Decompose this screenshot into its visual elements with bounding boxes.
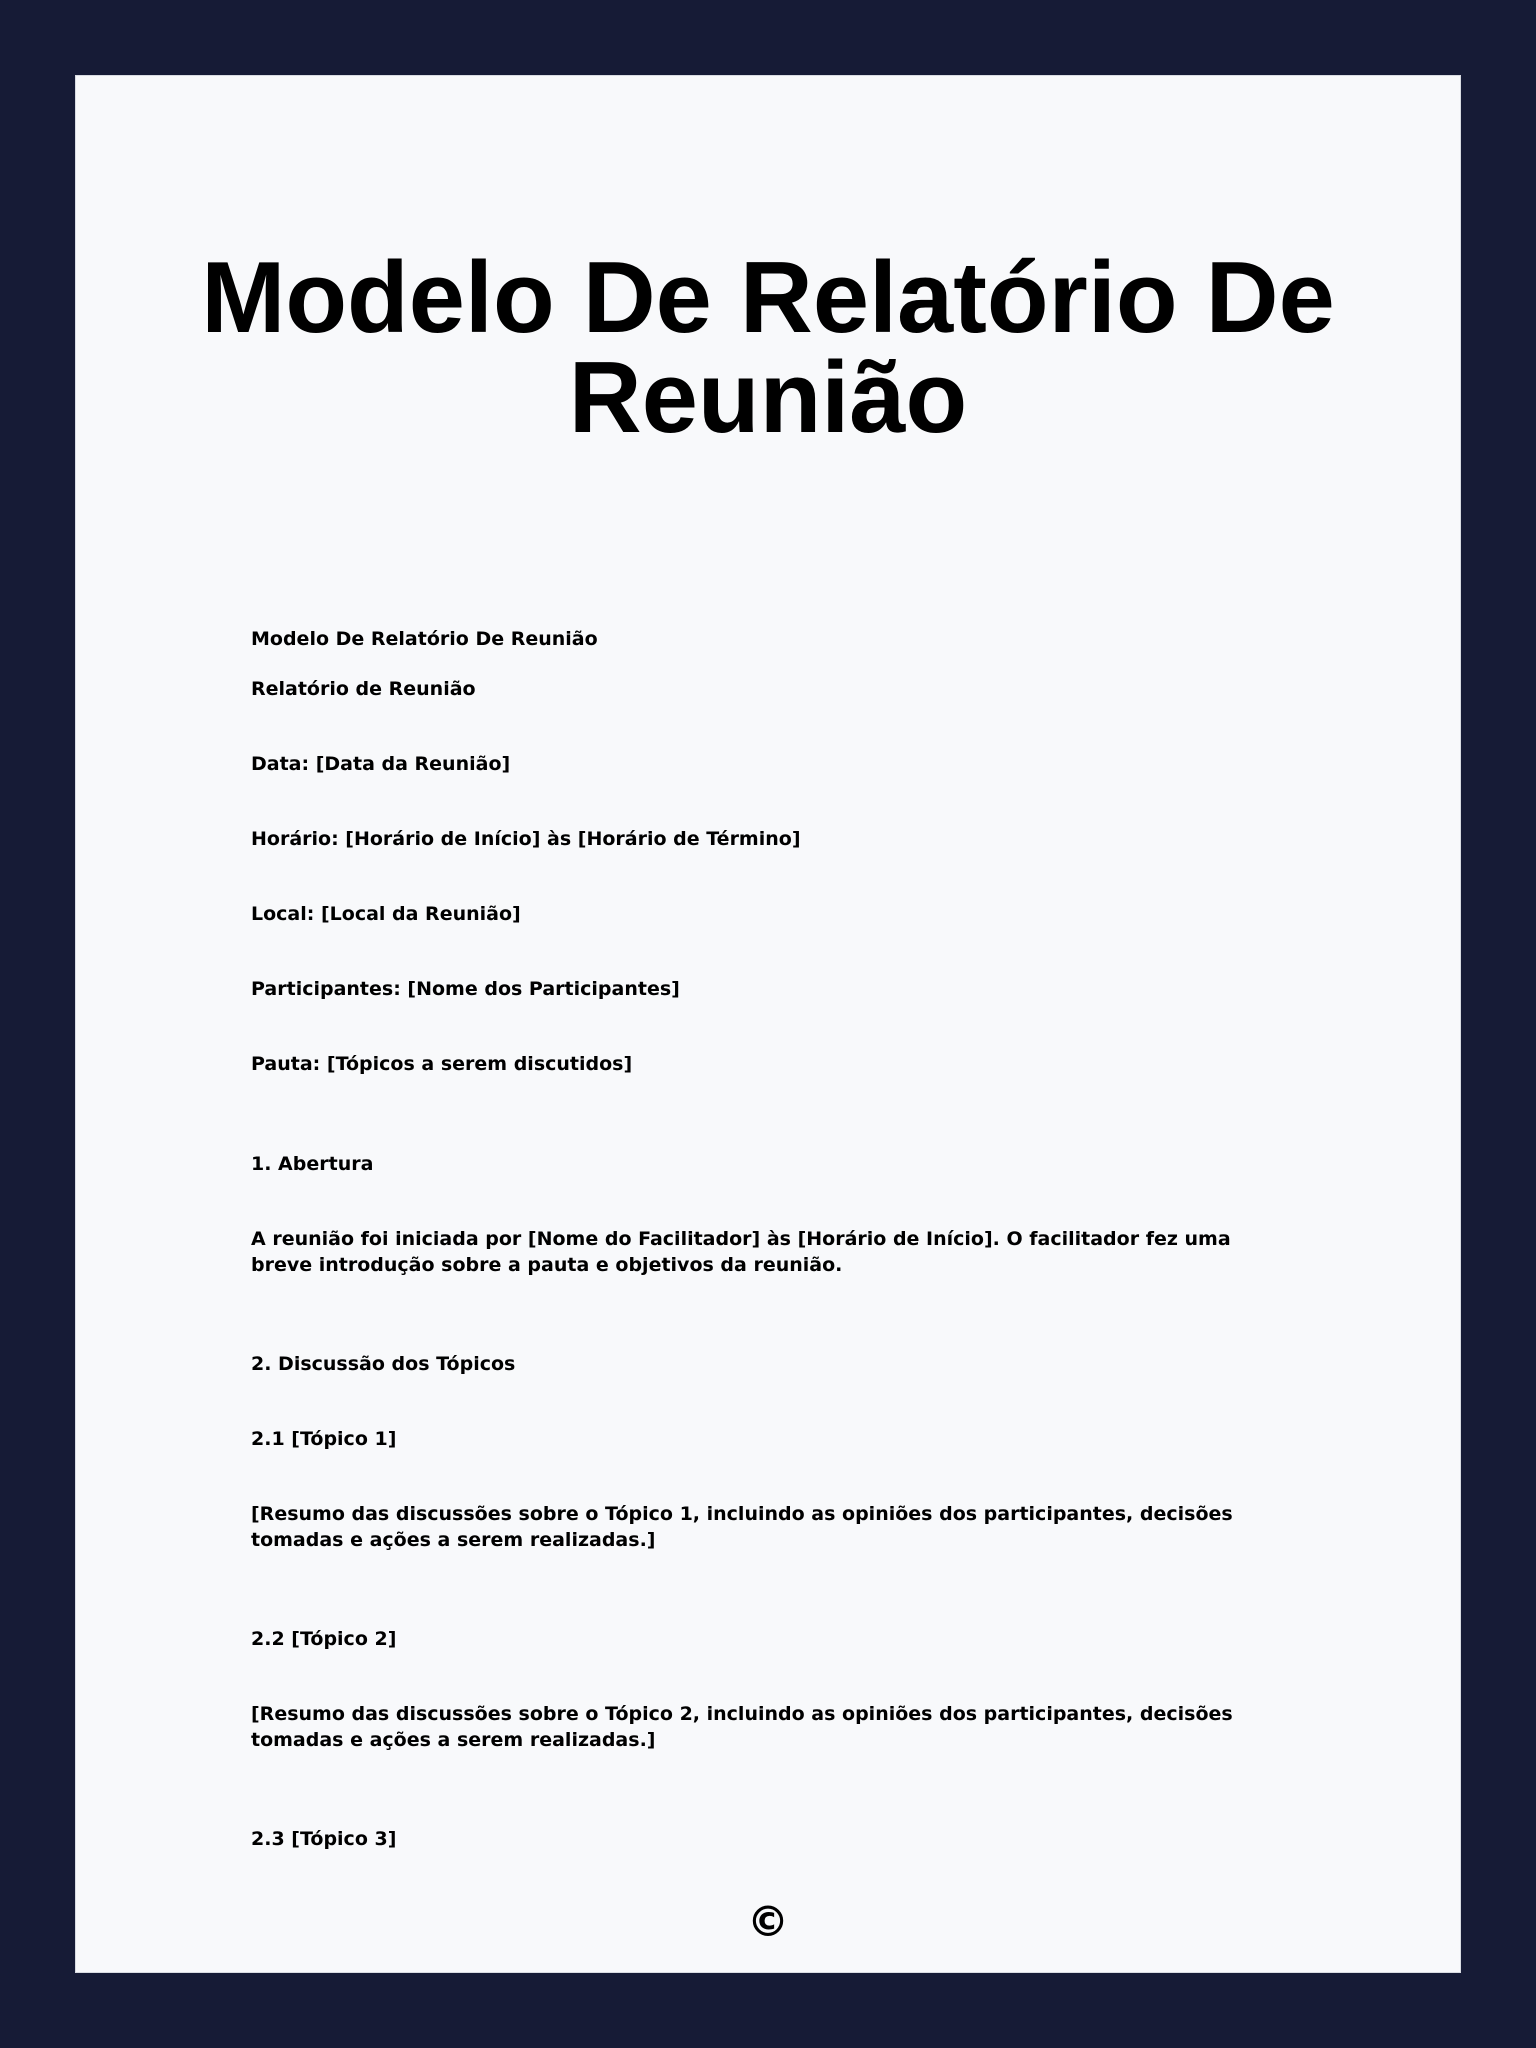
field-date: Data: [Data da Reunião] — [251, 753, 511, 775]
topic-1-heading: 2.1 [Tópico 1] — [251, 1428, 397, 1450]
topic-1-summary: [Resumo das discussões sobre o Tópico 1, incluindo as opiniões dos participantes, decisões tomadas e ações a serem realizadas.] — [251, 1503, 1233, 1551]
field-participants: Participantes: [Nome dos Participantes] — [251, 978, 680, 1000]
body-heading: Modelo De Relatório De Reunião — [251, 628, 598, 650]
copyright-icon: © — [747, 1897, 789, 1946]
document-title: Modelo De Relatório De Reunião — [201, 242, 1335, 454]
field-location: Local: [Local da Reunião] — [251, 903, 521, 925]
opening-paragraph: A reunião foi iniciada por [Nome do Facilitador] às [Horário de Início]. O facilitador fez uma breve introdução sobre a pauta e objetivos da reunião. — [251, 1228, 1231, 1276]
topic-2-summary: [Resumo das discussões sobre o Tópico 2, incluindo as opiniões dos participantes, decisões tomadas e ações a serem realizadas.] — [251, 1703, 1233, 1751]
section-heading-opening: 1. Abertura — [251, 1153, 374, 1175]
topic-3-heading: 2.3 [Tópico 3] — [251, 1828, 397, 1850]
section-heading-discussion: 2. Discussão dos Tópicos — [251, 1353, 516, 1375]
document-page — [75, 75, 1461, 1973]
topic-2-heading: 2.2 [Tópico 2] — [251, 1628, 397, 1650]
field-agenda: Pauta: [Tópicos a serem discutidos] — [251, 1053, 633, 1075]
report-subtitle: Relatório de Reunião — [251, 678, 476, 700]
field-time: Horário: [Horário de Início] às [Horário de Término] — [251, 828, 801, 850]
